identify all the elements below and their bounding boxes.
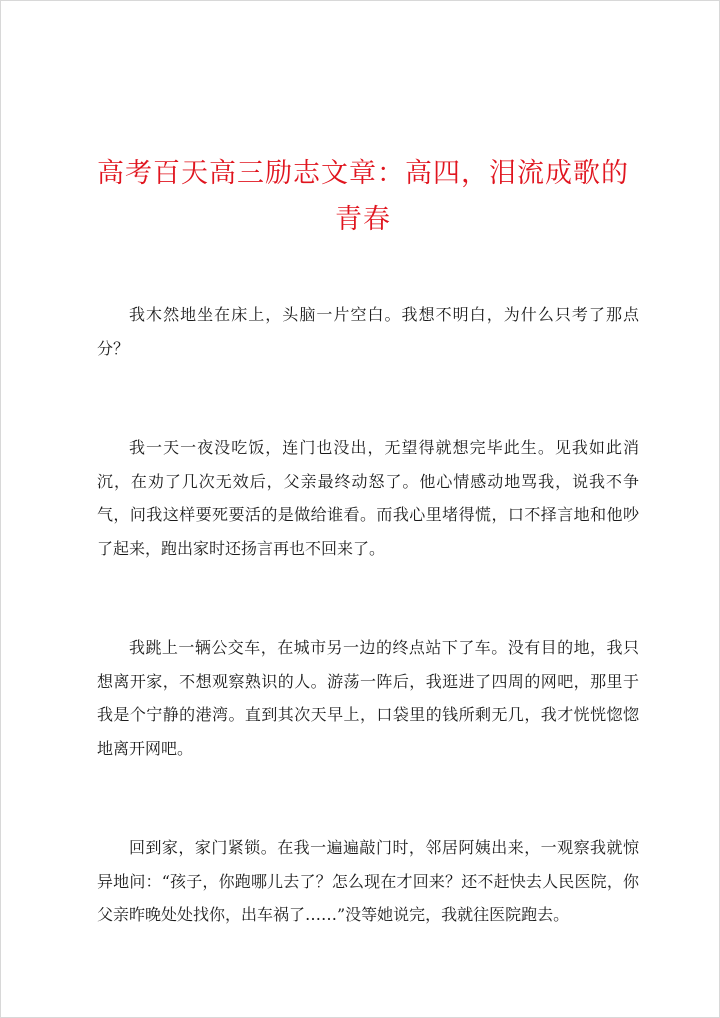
document-body: [97, 298, 639, 998]
paragraph-1: 我木然地坐在床上，头脑一片空白。我想不明白，为什么只考了那点分？: [97, 305, 639, 358]
paragraph-2: 我一天一夜没吃饭，连门也没出，无望得就想完毕此生。见我如此消沉，在劝了几次无效后，父亲最终动怒了。他心情感动地骂我，说我不争气，问我这样要死要活的是做给谁看。而我心里堵得慌，口不择言地和他吵了起来，跑出家时还扬言再也不回来了。: [97, 438, 639, 558]
paragraph-3: 我跳上一辆公交车，在城市另一边的终点站下了车。没有目的地，我只想离开家，不想观察熟识的人。游荡一阵后，我逛进了四周的网吧，那里于我是个宁静的港湾。直到其次天早上，口袋里的钱所剩无几，我才恍恍惚惚地离开网吧。: [97, 638, 639, 758]
document-title: 高考百天高三励志文章：高四，泪流成歌的青春: [97, 158, 629, 235]
paragraph-4: 回到家，家门紧锁。在我一遍遍敲门时，邻居阿姨出来，一观察我就惊异地问：“孩子，你跑哪儿去了？怎么现在才回来？还不赶快去人民医院，你父亲昨晚处处找你，出车祸了……”没等她说完，我就往医院跑去。: [97, 838, 639, 924]
